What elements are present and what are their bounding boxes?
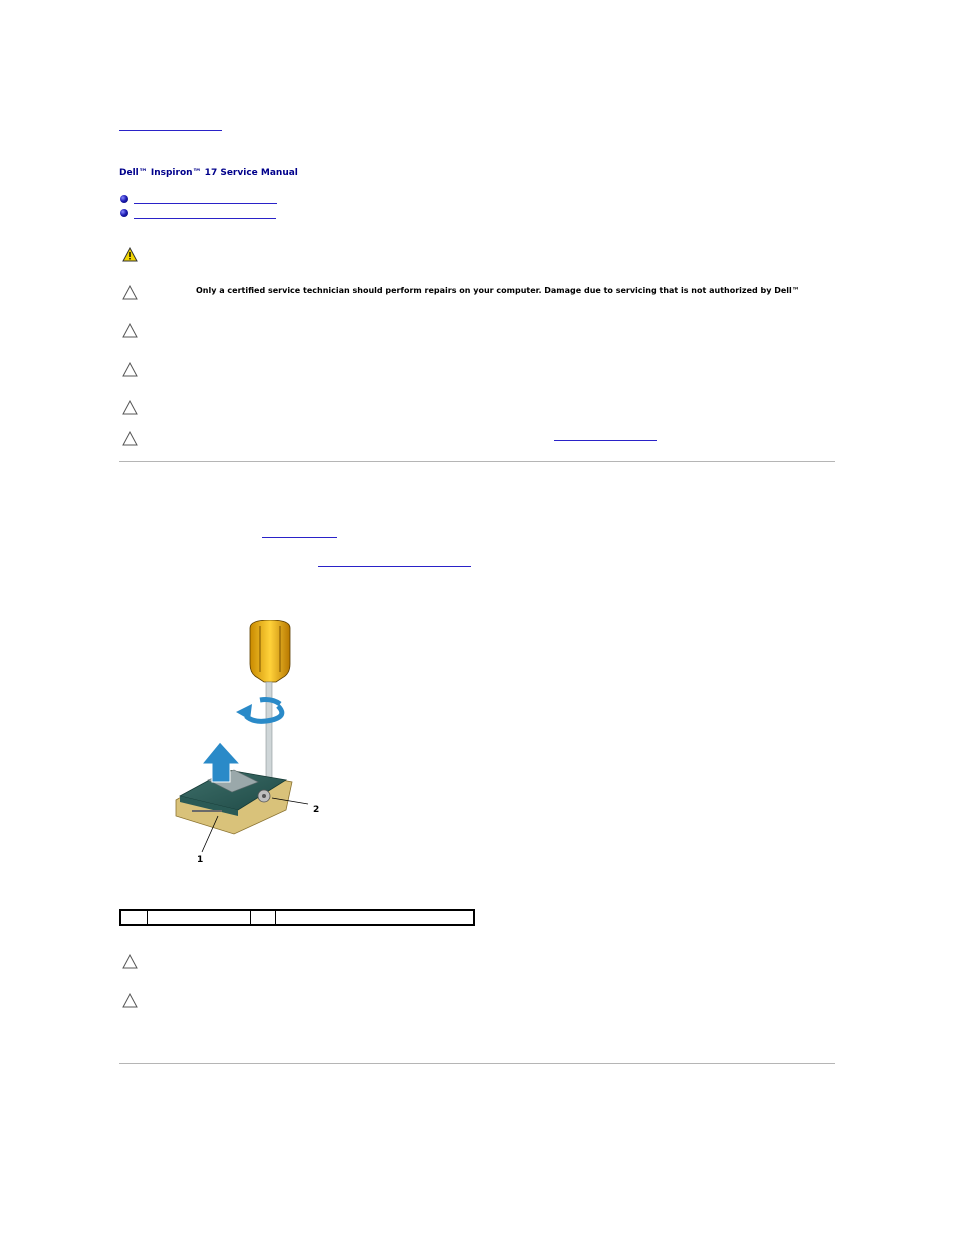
callout-table: [119, 909, 475, 926]
bullet-icon: [120, 209, 128, 217]
callout-number-cell: [120, 910, 148, 925]
caution-triangle-icon: [122, 323, 138, 338]
caution-triangle-icon: [122, 993, 138, 1008]
rotate-arrow-icon: [236, 700, 282, 722]
callout-number-cell: [251, 910, 276, 925]
certified-technician-notice: Only a certified service technician should perform repairs on your computer. Damage due to servicing that is not authorized by Dell™: [196, 286, 800, 295]
section-link-2[interactable]: [134, 218, 276, 219]
caution-triangle-icon: [122, 362, 138, 377]
caution-reference-link[interactable]: [554, 440, 657, 441]
bullet-icon: [120, 195, 128, 203]
callout-2: 2: [313, 805, 320, 815]
processor-removal-figure: [168, 620, 333, 870]
section-link-1[interactable]: [134, 203, 277, 204]
caution-triangle-icon: [122, 431, 138, 446]
section-divider: [119, 1063, 835, 1064]
section-divider: [119, 461, 835, 462]
processor-module-icon: [176, 770, 292, 834]
manual-title: Dell™ Inspiron™ 17 Service Manual: [119, 168, 298, 178]
callout-label-cell: [276, 910, 475, 925]
warning-triangle-icon: [122, 247, 138, 262]
step-link-1[interactable]: [262, 537, 337, 538]
step-link-2[interactable]: [318, 566, 471, 567]
callout-1: 1: [197, 855, 204, 865]
callout-label-cell: [148, 910, 251, 925]
back-to-contents-link[interactable]: [119, 130, 222, 131]
caution-triangle-icon: [122, 400, 138, 415]
caution-triangle-icon: [122, 285, 138, 300]
caution-triangle-icon: [122, 954, 138, 969]
